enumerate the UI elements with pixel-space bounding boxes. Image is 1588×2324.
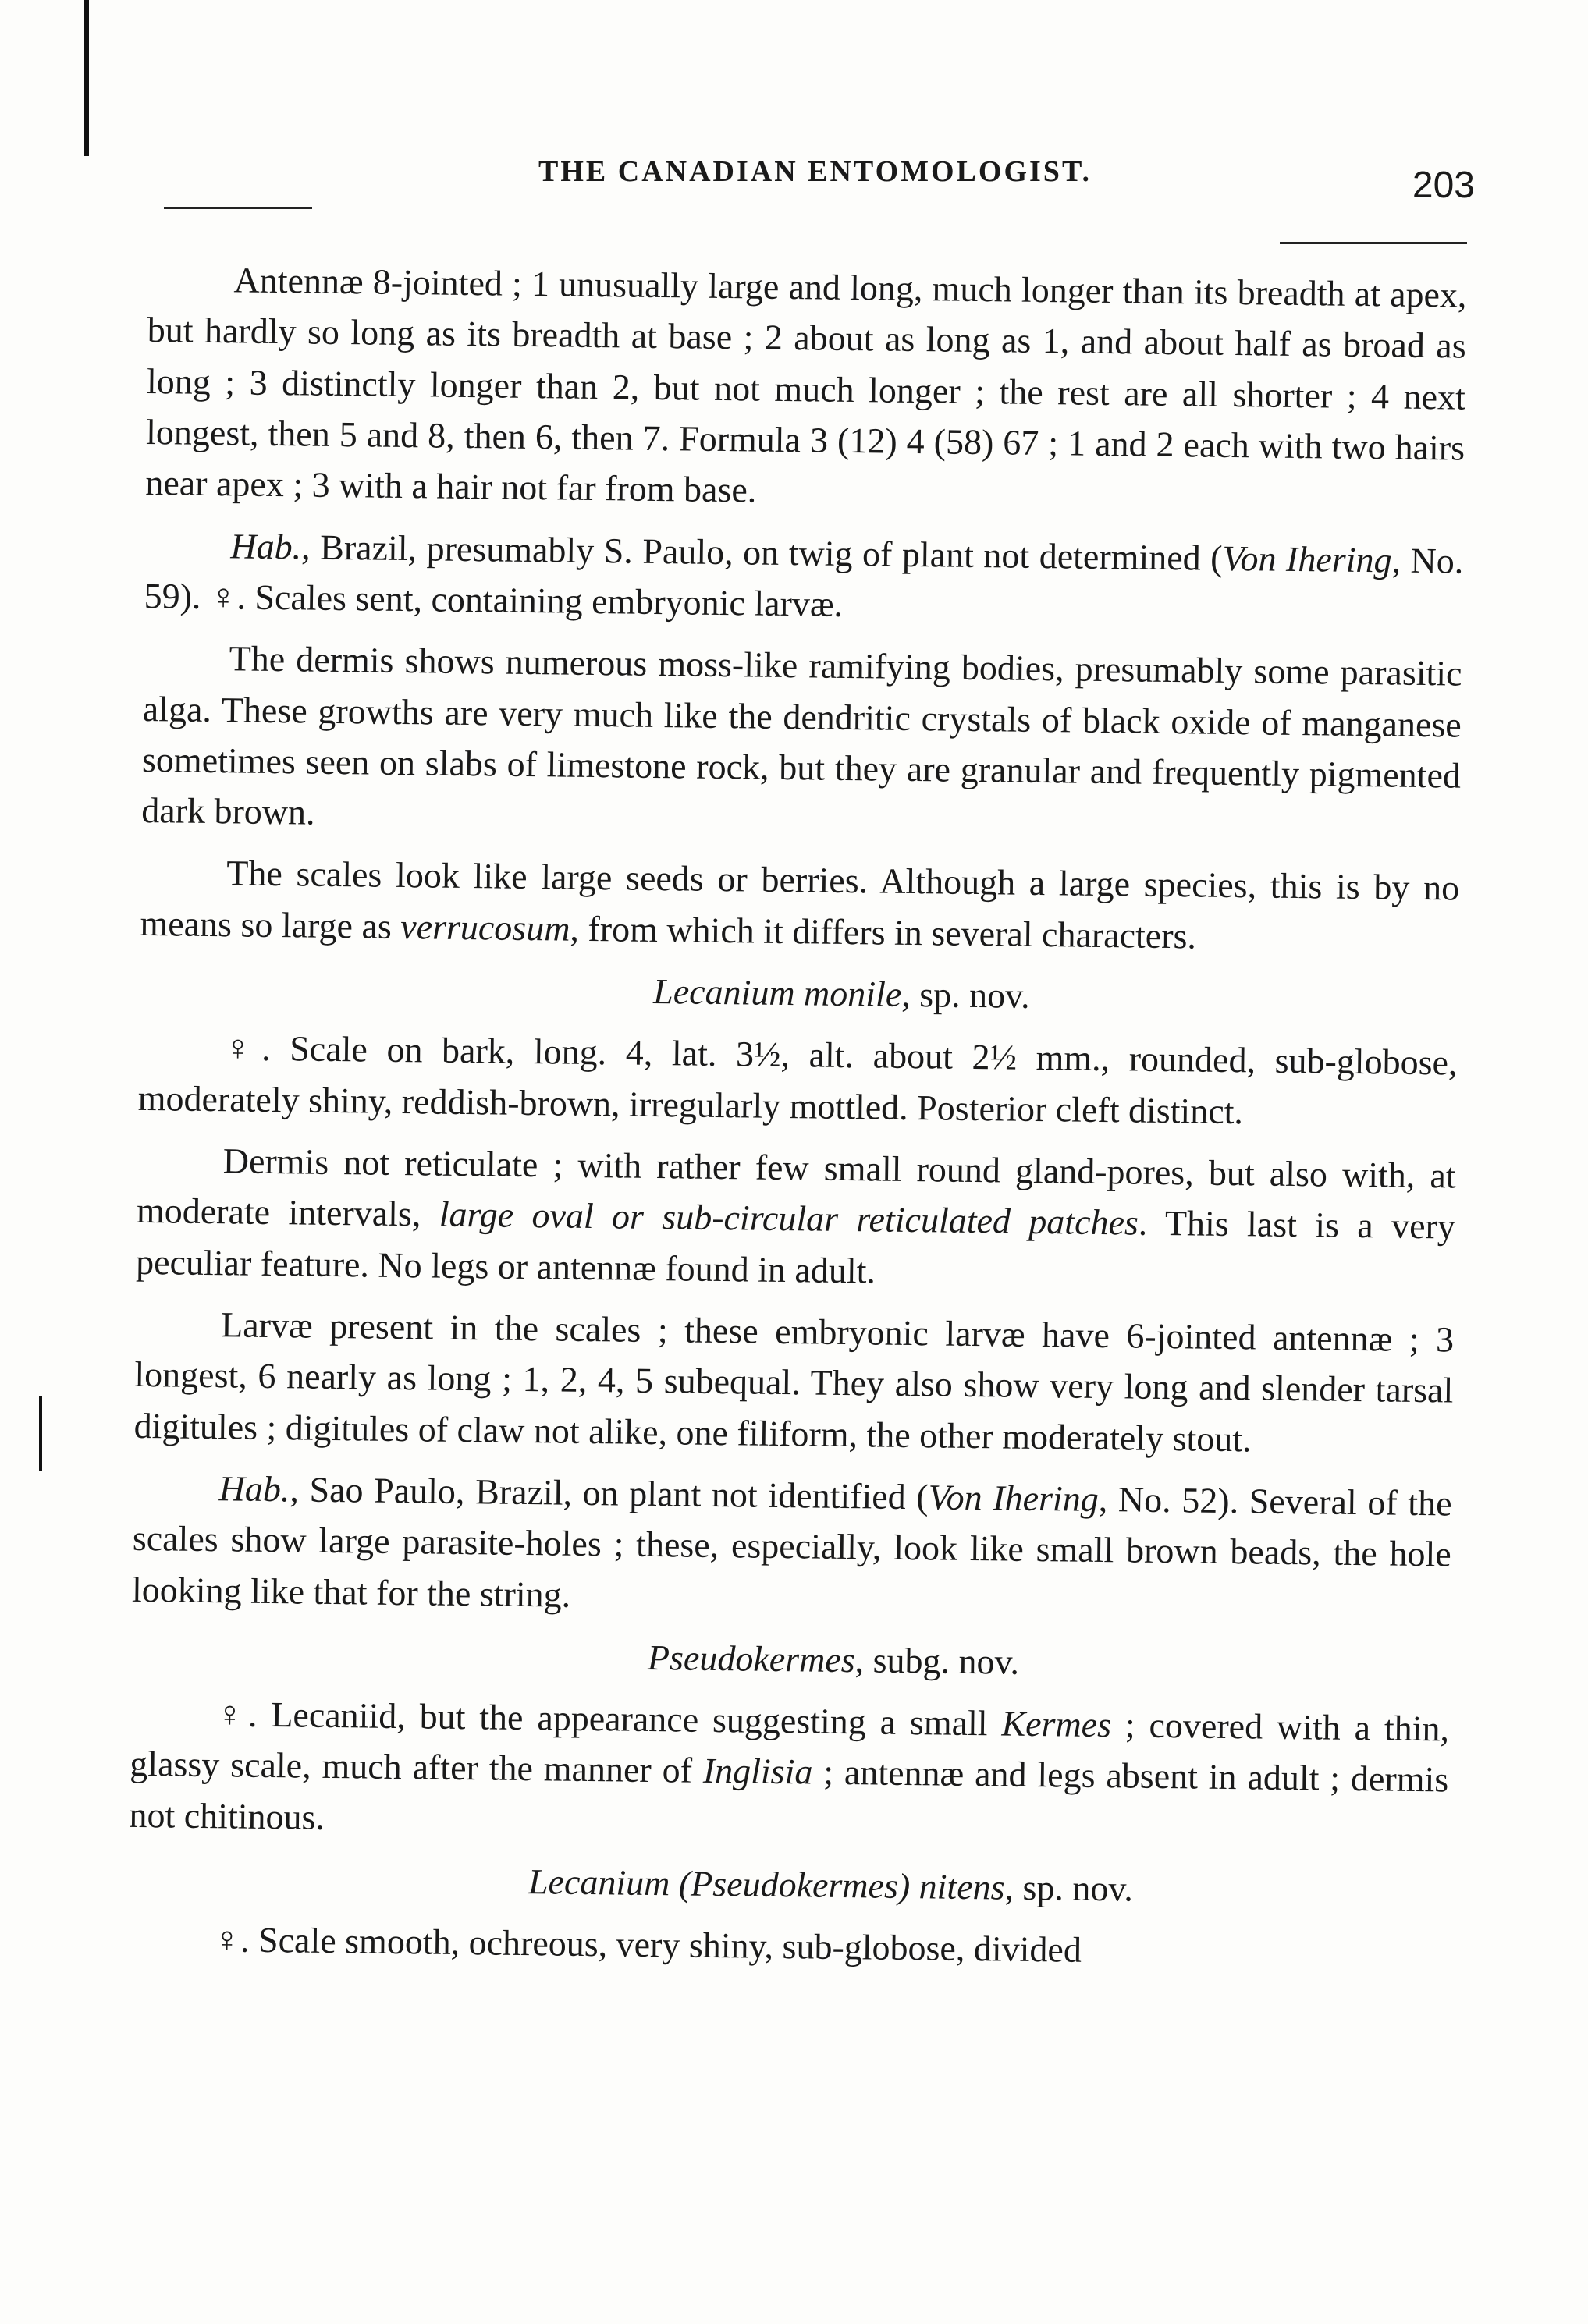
species-heading-nitens: Lecanium (Pseudokermes) nitens, sp. nov. xyxy=(528,1861,1134,1909)
scan-margin-mark xyxy=(39,1396,42,1471)
paragraph-dermis-1: The dermis shows numerous moss-like ramifying bodies, presumably some parasitic alga. These growths are very much like the dendritic crystals of black oxide of manganese sometimes seen on slabs of limestone rock, but they are granular and frequently pigmented dark brown. xyxy=(140,638,1462,832)
header-rule-right xyxy=(1280,242,1467,244)
paragraph-dermis-2: Dermis not reticulate ; with rather few small round gland-pores, but also with, at moderate intervals, large oval or sub-circular reticulated patches. This last is a very peculiar feature. No legs or antennæ found in adult. xyxy=(135,1141,1456,1291)
paragraph-nitens-description: ♀. Scale smooth, ochreous, very shiny, sub-globose, divided xyxy=(213,1919,1082,1971)
species-heading-monile: Lecanium monile, sp. nov. xyxy=(652,971,1031,1016)
paragraph-habitat-2: Hab., Sao Paulo, Brazil, on plant not identified (Von Ihering, No. 52). Several of the scales show large parasite-holes ; these, especially, look like small brown beads, the hole looking like that for the string. xyxy=(131,1468,1452,1615)
page-number: 203 xyxy=(1412,165,1475,206)
paragraph-larvae: Larvæ present in the scales ; these embryonic larvæ have 6-jointed antennæ ; 3 longest, 6 nearly as long ; 1, 2, 4, 5 subequal. They also show very long and slender tarsal digitules ; digitules of claw not alike, one filiform, the other moderately stout. xyxy=(133,1304,1455,1459)
running-head: THE CANADIAN ENTOMOLOGIST. xyxy=(538,155,1092,188)
scan-edge-line xyxy=(84,0,89,156)
paragraph-subgenus-description: ♀. Lecaniid, but the appearance suggesting a small Kermes ; covered with a thin, glassy scale, much after the manner of Inglisia ; antennæ and legs absent in adult ; dermis not chitinous. xyxy=(129,1694,1450,1837)
subgenus-heading-pseudokermes: Pseudokermes, subg. nov. xyxy=(647,1637,1020,1682)
body-text xyxy=(127,254,1467,1991)
paragraph-scale-description: ♀. Scale on bark, long. 4, lat. 3½, alt. about 2½ mm., rounded, sub-globose, moderately shiny, reddish-brown, irregularly mottled. Posterior cleft distinct. xyxy=(137,1027,1458,1131)
paragraph-habitat-1: Hab., Brazil, presumably S. Paulo, on twig of plant not determined (Von Ihering, No. 59). ♀. Scales sent, containing embryonic larvæ. xyxy=(144,525,1464,624)
paragraph-antennae: Antennæ 8-jointed ; 1 unusually large and long, much longer than its breadth at apex, but hardly so long as its breadth at base ; 2 about as long as 1, and about half as broad as long ; 3 distinctly longer than 2, but not much longer ; the rest are all shorter ; 4 next longest, then 5 and 8, then 6, then 7. Formula 3 (12) 4 (58) 67 ; 1 and 2 each with two hairs near apex ; 3 with a hair not far from base. xyxy=(145,260,1467,510)
page-header xyxy=(164,154,1475,217)
paragraph-scales-1: The scales look like large seeds or berries. Although a large species, this is by no means so large as verrucosum, from which it differs in several characters. xyxy=(140,853,1460,956)
header-rule-left xyxy=(164,207,312,209)
